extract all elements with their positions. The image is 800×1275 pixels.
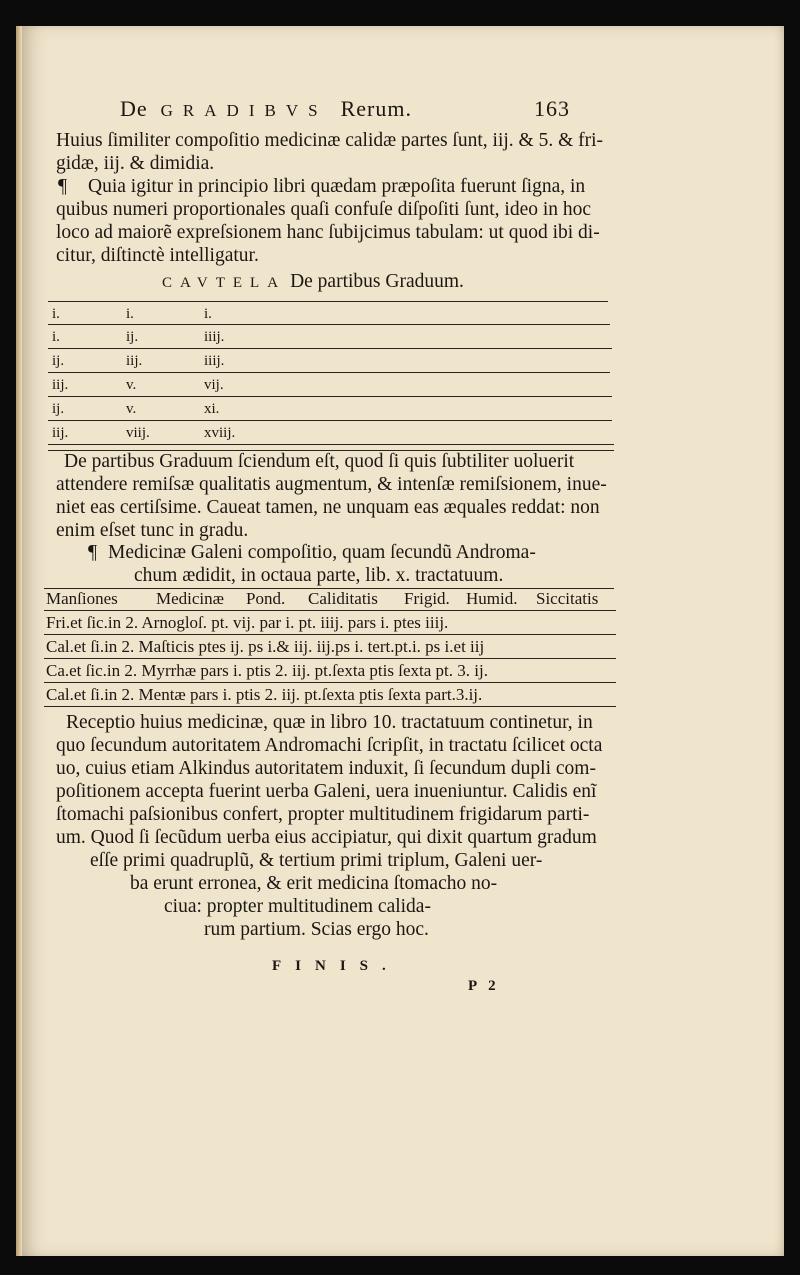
table2-header: Humid. [466,589,518,608]
paragraph-mark: ¶ [58,175,68,197]
table1-cell: xi. [204,401,220,417]
para4-line-1: Receptio huius medicinæ, quæ in libro 10. tractatuum continetur, in [66,712,593,733]
table1-rule [48,396,612,397]
table1-rule [48,324,610,325]
table2-rule [44,658,616,659]
table2-header: Siccitatis [536,589,599,608]
finis-colophon: FINIS. [272,958,400,974]
table1-cell: iij. [52,377,69,393]
signature-mark: P 2 [468,978,500,994]
para4-line-2: quo ſecundum autoritatem Andromachi ſcripſit, in tractatu ſcilicet octa [56,735,603,756]
table2-header: Manſiones [46,589,118,608]
table2-rule [44,706,616,707]
table1-cell: ij. [126,329,139,345]
table2-rule [44,610,616,611]
table1-cell: viij. [126,425,150,441]
table1-cell: iij. [126,353,143,369]
para4-line-6: um. Quod ſi ſecũdum uerba eius accipiatur, qui dixit quartum gradum [56,827,597,848]
table1-cell: i. [52,306,60,322]
para2-line-3: niet eas certiſsime. Caueat tamen, ne unquam eas æquales reddat: non [56,497,600,518]
table1-rule [48,372,610,373]
table2-row: Ca.et ſic.in 2. Myrrhæ pars i. ptis 2. iij. pt.ſexta ptis ſexta pt. 3. ij. [46,661,488,680]
table2-header: Caliditatis [308,589,378,608]
table1-title [162,271,464,294]
table2-header: Medicinæ [156,589,224,608]
table2-row: Fri.et ſic.in 2. Arnogloſ. pt. vij. par i. pt. iiij. pars i. ptes iiij. [46,613,449,632]
para4-line-8: ba erunt erronea, & erit medicina ſtomacho no- [130,873,498,894]
table1-title-caps: CAVTELA [162,275,287,291]
para3-line-1: Medicinæ Galeni compoſitio, quam ſecundũ Androma- [108,542,536,563]
para1-line-4: citur, diſtinctè intelligatur. [56,245,259,266]
book-page [16,26,784,1256]
table1-rule [48,444,614,445]
running-head-caps: GRADIBVS [160,101,328,120]
table2-row: Cal.et ſi.in 2. Mentæ pars i. ptis 2. iij. pt.ſexta ptis ſexta part.3.ij. [46,685,483,704]
table1-cell: v. [126,377,137,393]
para2-line-2: attendere remiſsæ qualitatis augmentum, & intenſæ remiſsionem, inue- [56,474,607,495]
para3-line-2: chum ædidit, in octaua parte, lib. x. tractatuum. [134,565,504,586]
para1-line-2: quibus numeri proportionales quaſi confuſe diſpoſiti ſunt, ideo in hoc [56,199,592,220]
para4-line-9: ciua: propter multitudinem calida- [164,896,431,917]
table2-row: Cal.et ſi.in 2. Maſticis ptes ij. ps i.& iij. iij.ps i. tert.pt.i. ps i.et iij [46,637,485,656]
paragraph-mark: ¶ [88,541,98,563]
page-gutter [16,26,22,1256]
table1-rule [48,420,612,421]
table2-rule [44,634,616,635]
para4-line-4: poſitionem accepta fuerint uerba Galeni, uera inueniuntur. Calidis enĩ [56,781,597,802]
para4-line-7: eſſe primi quadruplũ, & tertium primi triplum, Galeni uer- [90,850,543,871]
running-head [120,96,412,122]
table1-cell: ij. [52,401,65,417]
table1-cell: v. [126,401,137,417]
table1-cell: iiij. [204,329,225,345]
table1-cell: i. [52,329,60,345]
table1-rule [48,301,608,302]
running-head-left: De [120,96,148,121]
table1-cell: iiij. [204,353,225,369]
para4-line-5: ſtomachi paſsionibus confert, propter multitudinem frigidarum parti- [56,804,590,825]
table1-title-rest: De partibus Graduum. [290,271,464,292]
folio-number: 163 [534,96,570,121]
running-head-right: Rerum. [340,96,412,121]
table1-cell: vij. [204,377,224,393]
table1-rule [48,348,612,349]
para1-line-3: loco ad maiorẽ expreſsionem hanc ſubijcimus tabulam: ut quod ibi di- [56,222,600,243]
table2-header: Frigid. [404,589,450,608]
para1-line-1: Quia igitur in principio libri quædam præpoſita fuerunt ſigna, in [88,176,586,197]
intro-line-1: Huius ſimiliter compoſitio medicinæ calidæ partes ſunt, iij. & 5. & fri- [56,130,604,151]
para2-line-4: enim eſset tunc in gradu. [56,520,249,541]
table1-cell: i. [126,306,134,322]
intro-line-2: gidæ, iij. & dimidia. [56,153,215,174]
para4-line-3: uo, cuius etiam Alkindus autoritatem induxit, ſi ſecundum dupli com- [56,758,596,779]
table1-cell: iij. [52,425,69,441]
para2-line-1: De partibus Graduum ſciendum eſt, quod ſi quis ſubtiliter uoluerit [64,451,575,472]
table1-cell: i. [204,306,212,322]
table1-cell: xviij. [204,425,236,441]
table2-header: Pond. [246,589,286,608]
table1-cell: ij. [52,353,65,369]
table2-rule [44,682,616,683]
para4-line-10: rum partium. Scias ergo hoc. [204,919,429,940]
